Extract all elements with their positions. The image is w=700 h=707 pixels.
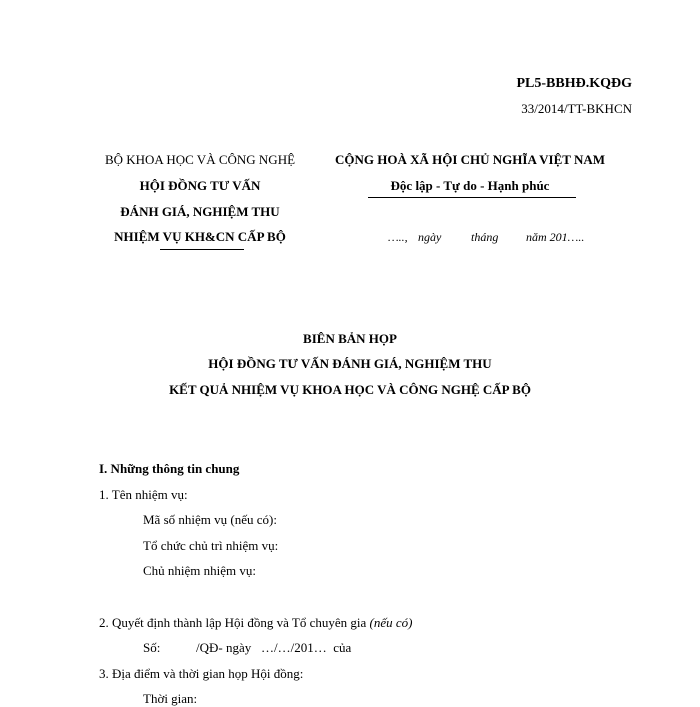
left-header-underline (160, 249, 244, 250)
decision-number-label: Số: (143, 640, 161, 655)
meeting-place-time-label: 3. Địa điểm và thời gian họp Hội đồng: (99, 666, 304, 681)
date-place: ….., (388, 230, 408, 244)
council-name-line1: HỘI ĐỒNG TƯ VẤN (139, 178, 261, 193)
task-leader-label: Chủ nhiệm nhiệm vụ: (143, 563, 257, 578)
decision-label (99, 615, 413, 631)
council-name-line2: ĐÁNH GIÁ, NGHIỆM THU (120, 204, 280, 219)
date-month: tháng (471, 230, 499, 244)
form-code: PL5-BBHĐ.KQĐG (516, 76, 632, 91)
date-year: năm 201….. (526, 230, 585, 244)
decision-label-note: (nếu có) (369, 615, 413, 630)
document-title-line1: BIÊN BẢN HỌP (303, 331, 397, 346)
country-name: CỘNG HOÀ XÃ HỘI CHỦ NGHĨA VIỆT NAM (334, 152, 606, 167)
decision-label-text: 2. Quyết định thành lập Hội đồng và Tổ chuyên gia (99, 615, 370, 630)
ministry-name: BỘ KHOA HỌC VÀ CÔNG NGHỆ (104, 152, 296, 167)
motto-underline (368, 197, 576, 198)
task-name-label: 1. Tên nhiệm vụ: (99, 487, 188, 502)
date-day: ngày (418, 230, 442, 244)
task-code-label: Mã số nhiệm vụ (nếu có): (143, 512, 277, 527)
meeting-time-label: Thời gian: (143, 691, 198, 706)
council-name-line3: NHIỆM VỤ KH&CN CẤP BỘ (114, 229, 286, 244)
national-motto: Độc lập - Tự do - Hạnh phúc (390, 178, 550, 193)
document-title-line2: HỘI ĐỒNG TƯ VẤN ĐÁNH GIÁ, NGHIỆM THU (208, 356, 492, 371)
section1-heading: I. Những thông tin chung (99, 461, 240, 476)
host-organization-label: Tổ chức chủ trì nhiệm vụ: (143, 538, 279, 553)
circular-number: 33/2014/TT-BKHCN (521, 101, 632, 116)
decision-date-label: /QĐ- ngày …/…/201… của (196, 640, 352, 655)
document-title-line3: KẾT QUẢ NHIỆM VỤ KHOA HỌC VÀ CÔNG NGHỆ CẤP BỘ (169, 382, 531, 397)
